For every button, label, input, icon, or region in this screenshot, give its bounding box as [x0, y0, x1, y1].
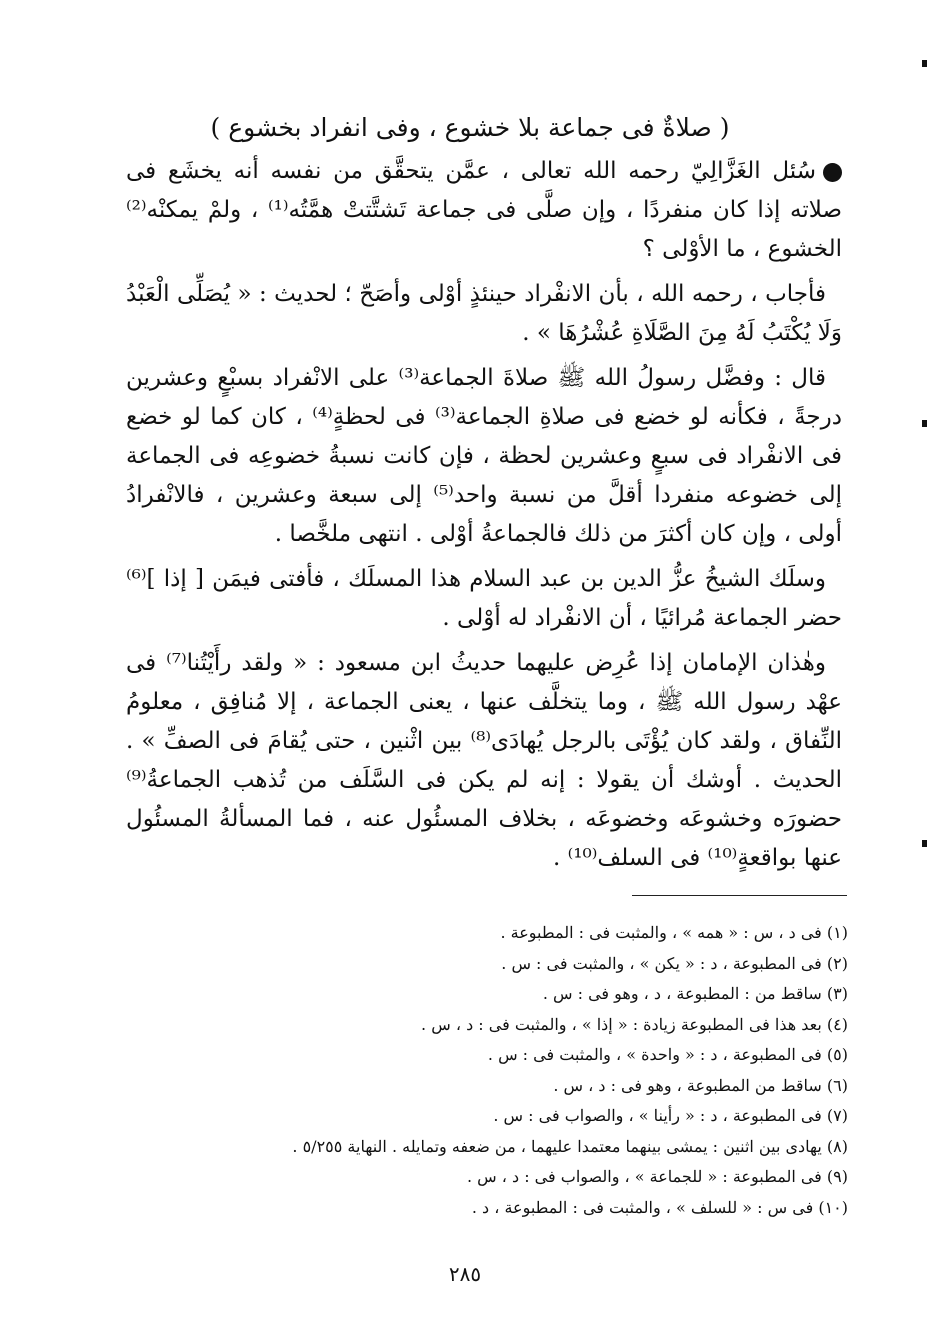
- paragraph: وهٰذان الإمامان إذا عُرِض عليهما حديثُ ابن مسعود : « ولقد رأَيْتُنا⁽⁷⁾ فى عهْد رسول الله ﷺ ، وما يتخلَّف عنها ، يعنى الجماعة ، إلا مُنافِق ، معلومُ النِّفاق ، ولقد كان يُؤْتَى بالرجل يُهادَى⁽⁸⁾ بين اثْنين ، حتى يُقامَ فى الصفِّ » . الحديث . أوشك أن يقولا : إنه لم يكن فى السَّلَف من تُذهب الجماعةُ⁽⁹⁾ حضورَه وخشوعَه وخضوعَه ، بخلاف المسئُول عنه ، فما المسألةُ المسئُول عنها بواقعةٍ⁽¹⁰⁾ فى السلف⁽¹⁰⁾ .: [126, 650, 842, 871]
- paragraph-text: سُئل الغَزَّالِيّ رحمه الله تعالى ، عمَّن يتحقَّق من نفسه أنه يخشَع فى صلاته إذا كان منفردًا ، وإن صلَّى فى جماعة تَشتَّتتْ همَّتُه⁽¹⁾ ، ولمْ يمكنْه⁽²⁾ الخشوع ، ما الأوْلى ؟: [126, 158, 842, 262]
- scan-edge-mark: [922, 840, 927, 847]
- bullet-icon: [823, 163, 842, 182]
- paragraph: فأجاب ، رحمه الله ، بأن الانفْراد حينئذٍ أوْلى وأصَحّ ؛ لحديث : « يُصَلِّى الْعَبْدُ وَلَا يُكْتَبُ لَهُ مِنَ الصَّلَاةِ عُشْرُهَا » .: [126, 281, 842, 346]
- footnote: (٢) فى المطبوعة ، د : « يكن » ، والمثبت فى : س .: [501, 953, 848, 973]
- footnote: (٣) ساقط من : المطبوعة ، د ، وهو فى : س .: [542, 984, 848, 1003]
- paragraph: [126, 152, 842, 269]
- footnote: (٨) يهادى بين اثنين : يمشى بينهما معتمدا عليهما ، من ضعفه وتمايله . النهاية ٥/٢٥٥ .: [292, 1136, 848, 1156]
- scan-edge-mark: [922, 420, 927, 427]
- footnote-divider: [632, 895, 847, 896]
- page-number: ٢٨٥: [448, 1262, 482, 1286]
- footnote: (٧) فى المطبوعة ، د : « رأينا » ، والصواب فى : س .: [493, 1106, 848, 1125]
- footnote: (٦) ساقط من المطبوعة ، وهو فى : د ، س .: [553, 1075, 848, 1095]
- paragraph: قال : وفضَّل رسولُ الله ﷺ صلاةَ الجماعة⁽³⁾ على الانْفراد بسبْعٍ وعشرين درجةً ، فكأنه لو خضع فى صلاةِ الجماعة⁽³⁾ فى لحظةٍ⁽⁴⁾ ، كان كما لو خضع فى الانفْراد فى سبعٍ وعشرين لحظة ، فإن كانت نسبةُ خضوعِه فى الجماعة إلى خضوعه منفردا أقلَّ من نسبة واحد⁽⁵⁾ إلى سبعة وعشرين ، فالانْفرادُ أولى ، وإن كان أكثرَ من ذلك فالجماعةُ أوْلى . انتهى ملخَّصا .: [126, 365, 842, 547]
- main-text: [126, 152, 842, 884]
- footnote: (٥) فى المطبوعة ، د : « واحدة » ، والمثبت فى : س .: [487, 1045, 848, 1064]
- footnote: (١) فى د ، س : « همه » ، والمثبت فى : المطبوعة .: [500, 923, 848, 942]
- paragraph: وسلَك الشيخُ عزُّ الدين بن عبد السلام هذا المسلَك ، فأفتى فيمَن [ إذا ]⁽⁶⁾ حضر الجماعة مُرائيًا ، أن الانفْراد له أوْلى .: [126, 566, 842, 631]
- scan-edge-mark: [922, 60, 927, 67]
- footnote: (٤) بعد هذا فى المطبوعة زيادة : « إذا » ، والمثبت فى : د ، س .: [421, 1014, 848, 1034]
- footnotes: [292, 918, 848, 1223]
- section-heading: ( صلاةٌ فى جماعة بلا خشوع ، وفى انفراد بخشوع ): [210, 113, 730, 142]
- footnote: (٩) فى المطبوعة : « للجماعة » ، والصواب فى : د ، س .: [466, 1167, 848, 1186]
- footnote: (١٠) فى س : « للسلف » ، والمثبت فى : المطبوعة ، د .: [471, 1197, 848, 1217]
